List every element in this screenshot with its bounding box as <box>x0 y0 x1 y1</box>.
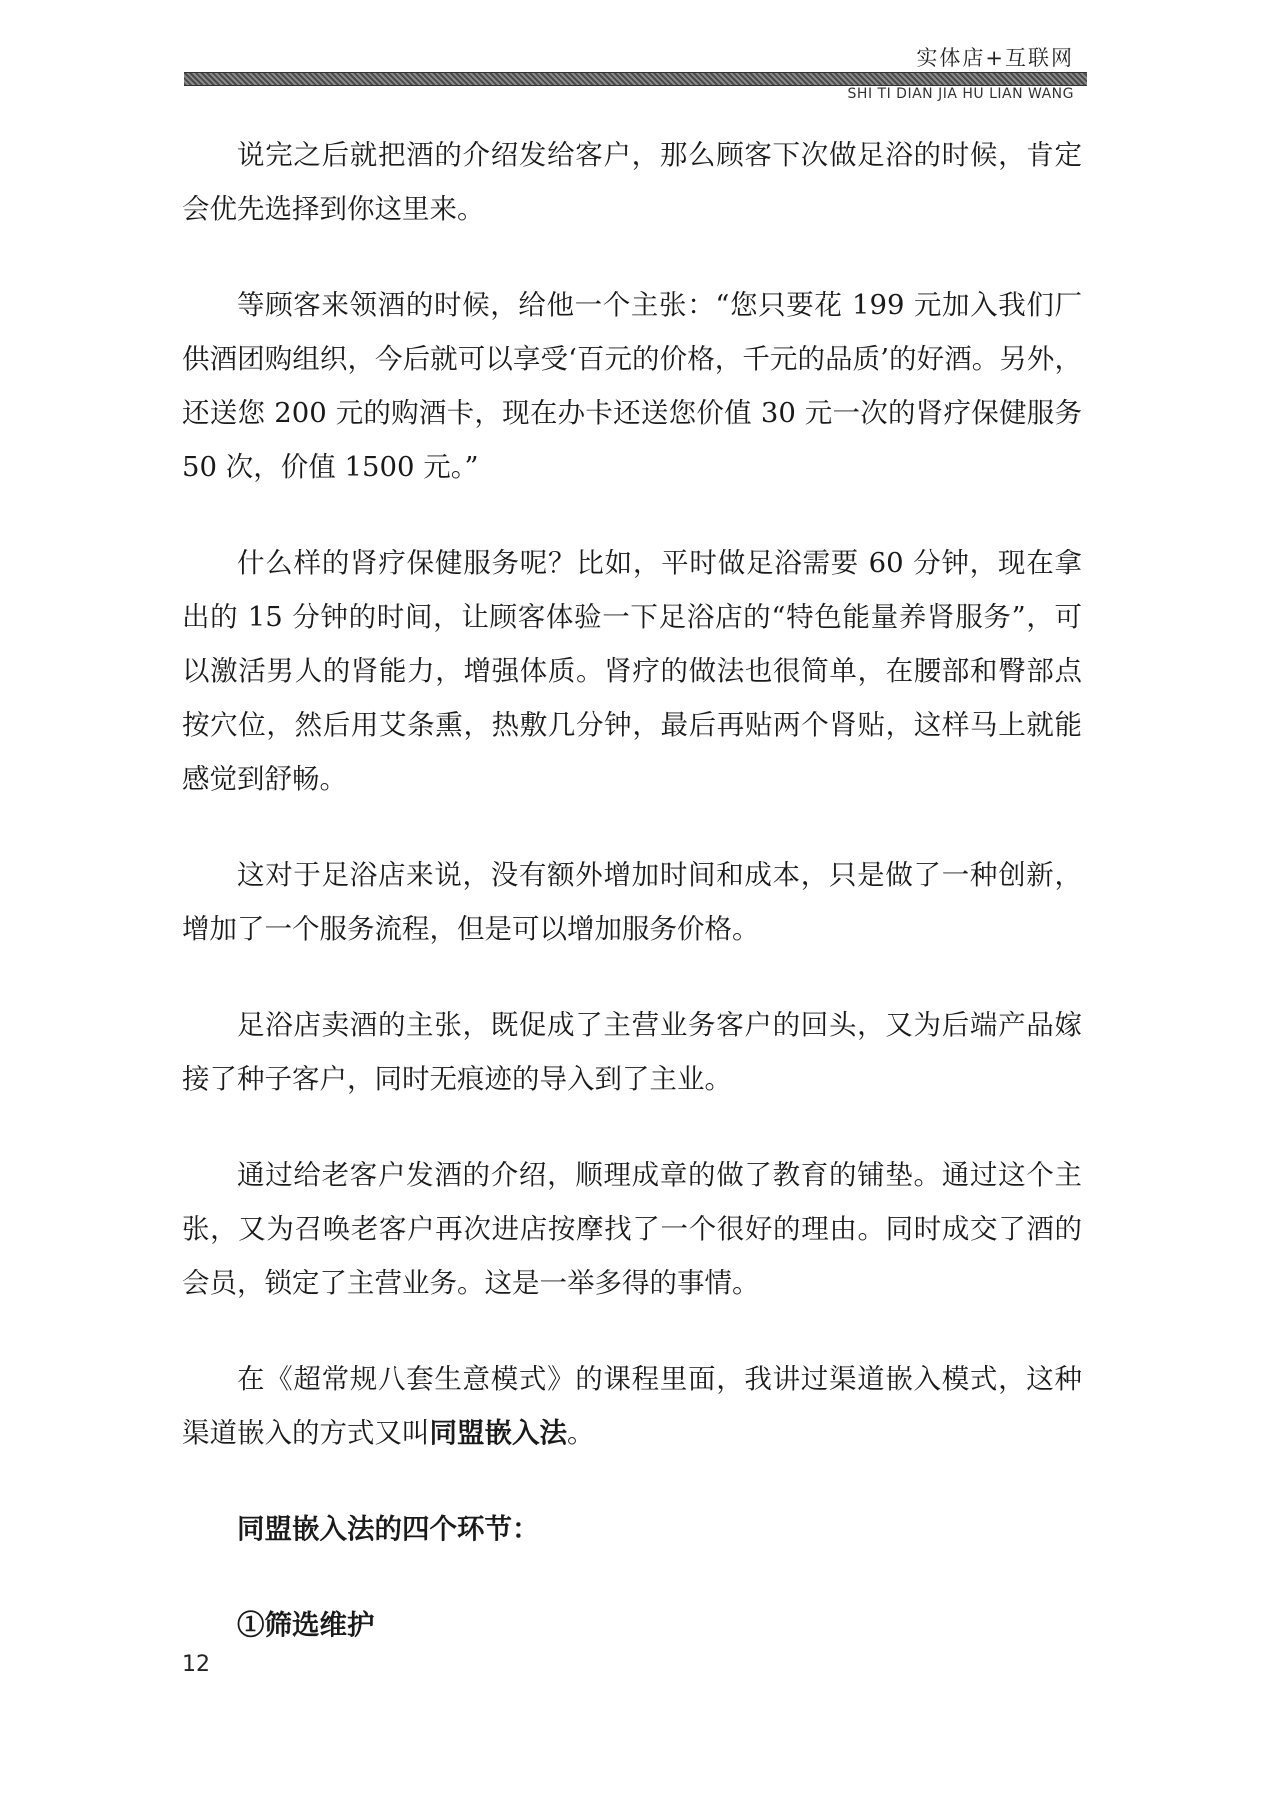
paragraph-7-bold-term: 同盟嵌入法 <box>429 1417 567 1449</box>
paragraph-7-end: 。 <box>567 1417 595 1449</box>
paragraph-6: 通过给老客户发酒的介绍，顺理成章的做了教育的铺垫。通过这个主张，又为召唤老客户再次进店按摩找了一个很好的理由。同时成交了酒的会员，锁定了主营业务。这是一举多得的事情。 <box>182 1159 1082 1299</box>
subsection-heading: ①筛选维护 <box>237 1609 375 1641</box>
page-number: 12 <box>182 1652 210 1677</box>
header-rule <box>184 72 1087 86</box>
paragraph-7-text: 在《超常规八套生意模式》的课程里面，我讲过渠道嵌入模式，这种渠道嵌入的方式又叫 <box>182 1363 1082 1449</box>
paragraph-4: 这对于足浴店来说，没有额外增加时间和成本，只是做了一种创新，增加了一个服务流程，但是可以增加服务价格。 <box>182 859 1082 945</box>
paragraph-1: 说完之后就把酒的介绍发给客户，那么顾客下次做足浴的时候，肯定会优先选择到你这里来。 <box>182 139 1082 225</box>
running-header-pinyin: SHI TI DIAN JIA HU LIAN WANG <box>847 86 1074 102</box>
running-header-title: 实体店+互联网 <box>916 46 1074 70</box>
paragraph-5: 足浴店卖酒的主张，既促成了主营业务客户的回头，又为后端产品嫁接了种子客户，同时无痕迹的导入到了主业。 <box>182 1009 1082 1095</box>
section-heading: 同盟嵌入法的四个环节： <box>237 1513 540 1545</box>
paragraph-2: 等顾客来领酒的时候，给他一个主张：“您只要花 199 元加入我们厂供酒团购组织，今后就可以享受‘百元的价格，千元的品质’的好酒。另外，还送您 200 元的购酒卡，现在办卡还送您价值 30 元一次的肾疗保健服务 50 次，价值 1500 元。” <box>182 289 1082 483</box>
paragraph-3: 什么样的肾疗保健服务呢？比如，平时做足浴需要 60 分钟，现在拿出的 15 分钟的时间，让顾客体验一下足浴店的“特色能量养肾服务”，可以激活男人的肾能力，增强体质。肾疗的做法也很简单，在腰部和臀部点按穴位，然后用艾条熏，热敷几分钟，最后再贴两个肾贴，这样马上就能感觉到舒畅。 <box>182 547 1082 795</box>
page-body <box>182 128 1082 1694</box>
paragraph-7 <box>182 1352 1082 1460</box>
